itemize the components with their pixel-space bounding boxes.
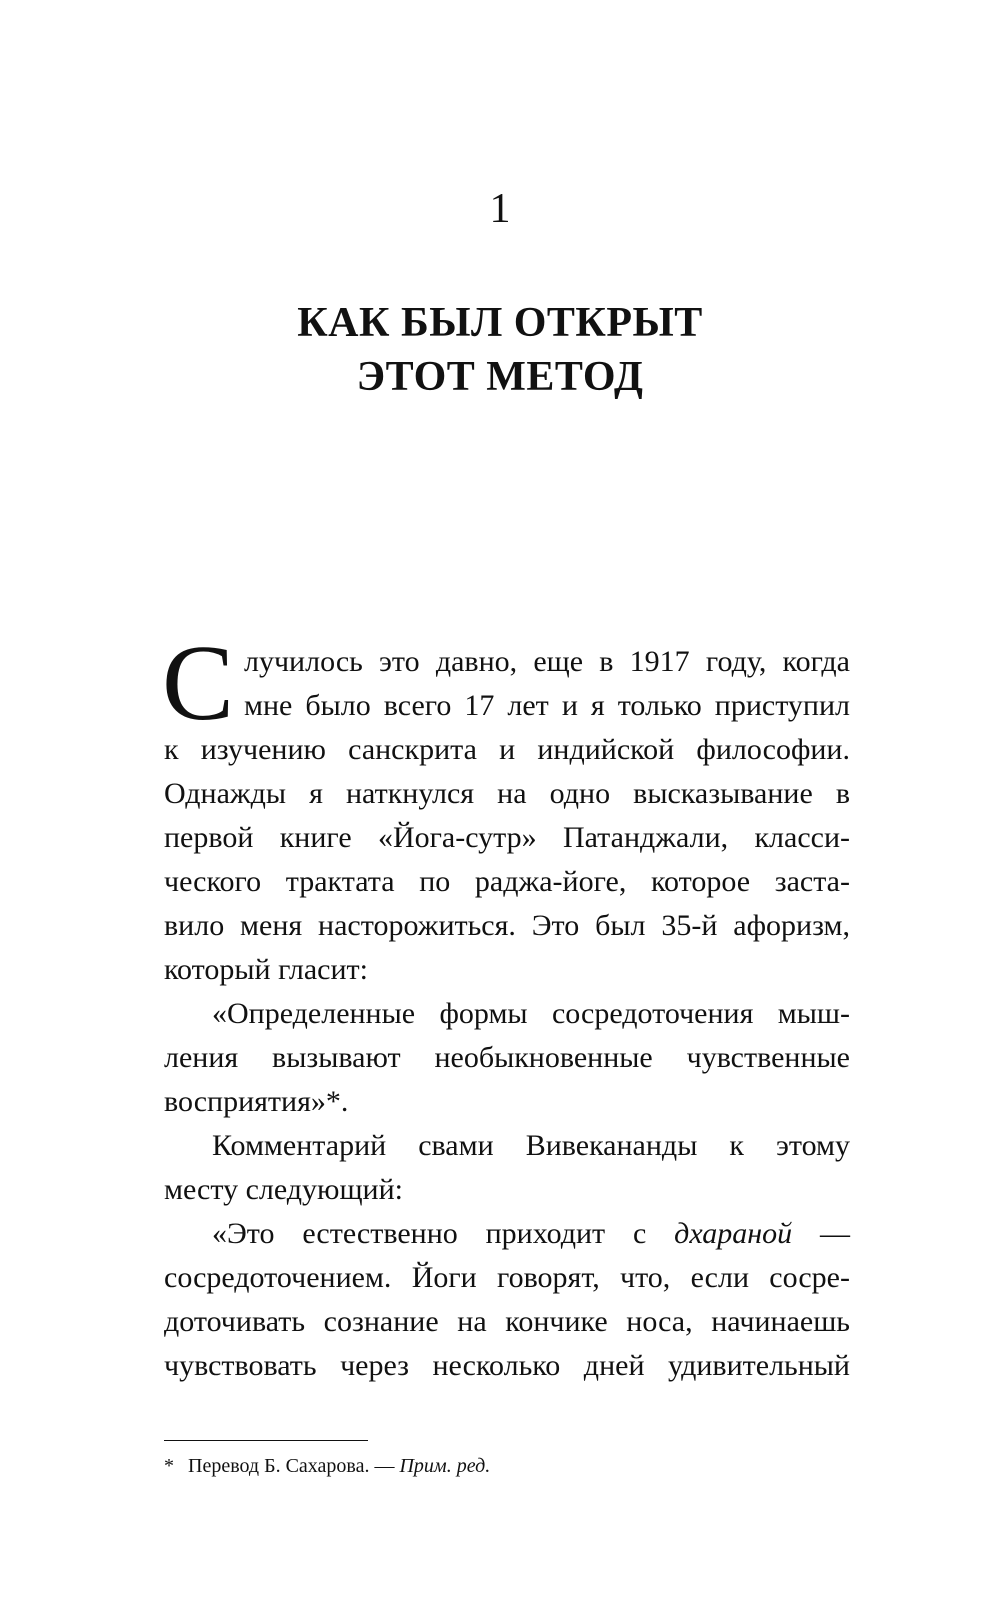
text-line: первой книге «Йога-сутр» Патанджали, класси- [164, 821, 850, 854]
drop-cap: С [162, 624, 235, 743]
footnote-editor-note: Прим. ред. [399, 1455, 491, 1477]
text-line: Однажды я наткнулся на одно высказывание в [164, 777, 850, 810]
footnote-text: Перевод Б. Сахарова. — [188, 1455, 395, 1477]
text-line: мне было всего 17 лет и я только приступил [244, 689, 850, 722]
chapter-number: 1 [489, 186, 511, 232]
text-line: сосредоточением. Йоги говорят, что, если сосре- [164, 1261, 850, 1294]
text-line: ления вызывают необыкновенные чувственные [164, 1041, 850, 1074]
text-line: доточивать сознание на кончике носа, начинаешь [164, 1305, 850, 1338]
chapter-title-line-2: ЭТОТ МЕТОД [356, 354, 644, 400]
footnote [164, 1453, 490, 1479]
chapter-title [0, 296, 1000, 404]
chapter-title-line-1: КАК БЫЛ ОТКРЫТ [297, 300, 703, 346]
text-line: восприятия»*. [164, 1085, 349, 1118]
text-line: к изучению санскрита и индийской философии. [164, 733, 850, 766]
italic-term: дхараной [674, 1217, 793, 1250]
text-line [164, 1212, 850, 1256]
body-text [162, 624, 851, 1388]
text-line: Комментарий свами Вивекананды к этому [212, 1129, 850, 1162]
text-line: чувствовать через несколько дней удивительный [164, 1349, 850, 1382]
quote-start: «Это естественно приходит с [212, 1217, 647, 1250]
text-line: месту следующий: [164, 1173, 404, 1206]
text-line: «Определенные формы сосредоточения мыш- [212, 997, 850, 1030]
text-line: вило меня насторожиться. Это был 35-й афоризм, [164, 909, 850, 942]
footnote-divider [164, 1440, 368, 1441]
footnote-marker: * [164, 1455, 174, 1477]
text-line: лучилось это давно, еще в 1917 году, когда [244, 645, 850, 678]
em-dash: — [820, 1217, 851, 1250]
text-line: который гласит: [164, 953, 368, 986]
text-line: ческого трактата по раджа-йоге, которое заста- [164, 865, 850, 898]
